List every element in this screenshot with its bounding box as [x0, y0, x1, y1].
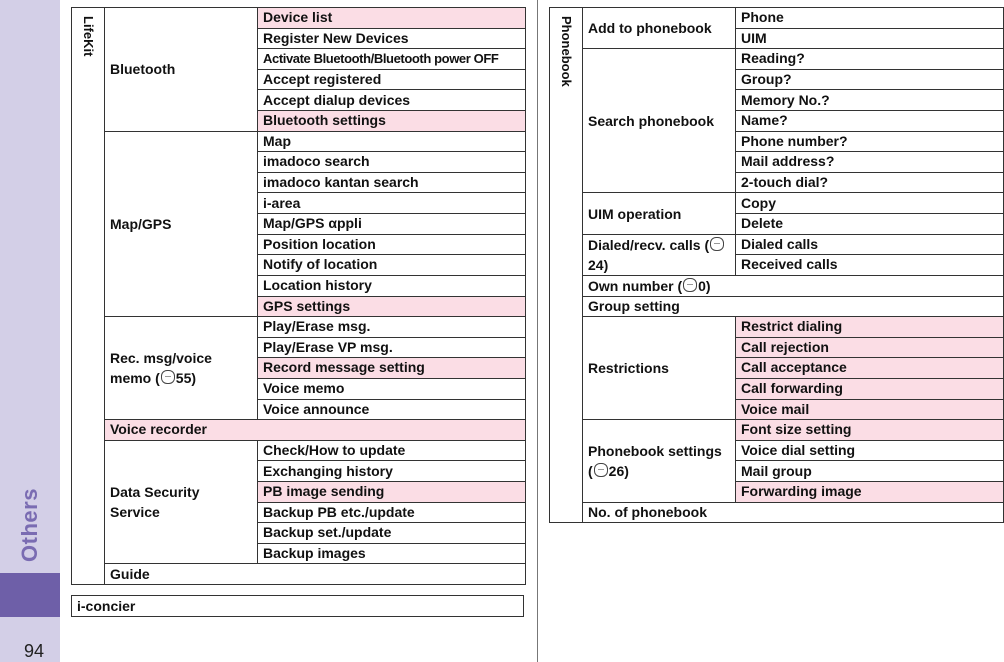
- menu-item: Position location: [258, 234, 526, 255]
- menu-item: Mail group: [736, 461, 1004, 482]
- phonebook-settings-page-ref: 26): [608, 462, 629, 479]
- menu-item: Map: [258, 131, 526, 152]
- search-phonebook-group-label: Search phonebook: [583, 49, 736, 193]
- menu-item: Received calls: [736, 255, 1004, 276]
- menu-item: i-area: [258, 193, 526, 214]
- dialed-recv-page-ref: 24): [588, 256, 609, 273]
- menu-item: Group?: [736, 69, 1004, 90]
- menu-item: Bluetooth settings: [258, 111, 526, 132]
- lifekit-menu-table: [71, 7, 526, 585]
- restrictions-group-label: Restrictions: [583, 317, 736, 420]
- guide-item: Guide: [105, 564, 526, 585]
- menu-item: PB image sending: [258, 482, 526, 503]
- menu-item: Memory No.?: [736, 90, 1004, 111]
- menu-item: Name?: [736, 111, 1004, 132]
- menu-item: imadoco search: [258, 152, 526, 173]
- menu-item: GPS settings: [258, 296, 526, 317]
- menu-item: Voice memo: [258, 378, 526, 399]
- menu-item: Activate Bluetooth/Bluetooth power OFF: [258, 49, 526, 70]
- menu-item: Register New Devices: [258, 28, 526, 49]
- menu-key-icon: [683, 278, 697, 292]
- bluetooth-group-label: Bluetooth: [105, 8, 258, 132]
- menu-item: Voice dial setting: [736, 440, 1004, 461]
- own-number-item: [583, 275, 1004, 296]
- menu-item: Dialed calls: [736, 234, 1004, 255]
- no-of-phonebook-item: No. of phonebook: [583, 502, 1004, 523]
- menu-item: Device list: [258, 8, 526, 29]
- menu-item: imadoco kantan search: [258, 172, 526, 193]
- menu-item: Backup set./update: [258, 523, 526, 544]
- menu-item: Call acceptance: [736, 358, 1004, 379]
- menu-item: Play/Erase msg.: [258, 317, 526, 338]
- menu-item: Exchanging history: [258, 461, 526, 482]
- column-divider: [537, 0, 538, 662]
- menu-item: 2-touch dial?: [736, 172, 1004, 193]
- page-number: 94: [24, 641, 45, 661]
- group-setting-item: Group setting: [583, 296, 1004, 317]
- own-number-page-ref: 0): [698, 277, 711, 294]
- menu-item: Location history: [258, 275, 526, 296]
- phonebook-settings-label-text: Phonebook settings (: [588, 442, 722, 479]
- menu-item: Accept registered: [258, 69, 526, 90]
- lifekit-category: LifeKit: [72, 8, 105, 585]
- rec-msg-group-label: [105, 317, 258, 420]
- section-side-strip: [0, 0, 60, 662]
- phonebook-menu-table: [549, 7, 1004, 523]
- menu-item: Backup images: [258, 543, 526, 564]
- menu-item: Play/Erase VP msg.: [258, 337, 526, 358]
- i-concier-item: i-concier: [71, 595, 524, 617]
- menu-item: Call rejection: [736, 337, 1004, 358]
- menu-item: Font size setting: [736, 420, 1004, 441]
- menu-item: Notify of location: [258, 255, 526, 276]
- menu-item: Delete: [736, 214, 1004, 235]
- menu-key-icon: [710, 237, 724, 251]
- menu-key-icon: [161, 370, 175, 384]
- menu-item: Reading?: [736, 49, 1004, 70]
- phonebook-category: Phonebook: [550, 8, 583, 523]
- dialed-recv-label-text: Dialed/recv. calls (: [588, 236, 710, 253]
- menu-item: Phone: [736, 8, 1004, 29]
- menu-item: Phone number?: [736, 131, 1004, 152]
- voice-recorder-item: Voice recorder: [105, 420, 526, 441]
- add-phonebook-group-label: Add to phonebook: [583, 8, 736, 49]
- phonebook-settings-group-label: [583, 420, 736, 502]
- menu-item: Voice mail: [736, 399, 1004, 420]
- menu-item: Check/How to update: [258, 440, 526, 461]
- rec-msg-label-text: Rec. msg/voice memo (: [110, 350, 212, 387]
- own-number-label: Own number (: [588, 277, 683, 294]
- rec-msg-page-ref: 55): [175, 370, 197, 387]
- menu-item: Restrict dialing: [736, 317, 1004, 338]
- uim-operation-group-label: UIM operation: [583, 193, 736, 234]
- menu-item: Backup PB etc./update: [258, 502, 526, 523]
- map-gps-group-label: Map/GPS: [105, 131, 258, 316]
- menu-item: Forwarding image: [736, 482, 1004, 503]
- menu-item: Mail address?: [736, 152, 1004, 173]
- menu-key-icon: [594, 463, 608, 477]
- menu-item: Copy: [736, 193, 1004, 214]
- menu-item: Voice announce: [258, 399, 526, 420]
- data-security-group-label: Data Security Service: [105, 440, 258, 564]
- menu-item: Map/GPS αppli: [258, 214, 526, 235]
- dialed-recv-group-label: [583, 234, 736, 275]
- section-tab-block: [0, 573, 60, 617]
- menu-item: Accept dialup devices: [258, 90, 526, 111]
- menu-item: Call forwarding: [736, 378, 1004, 399]
- menu-item: UIM: [736, 28, 1004, 49]
- menu-item: Record message setting: [258, 358, 526, 379]
- section-label: Others: [17, 488, 42, 562]
